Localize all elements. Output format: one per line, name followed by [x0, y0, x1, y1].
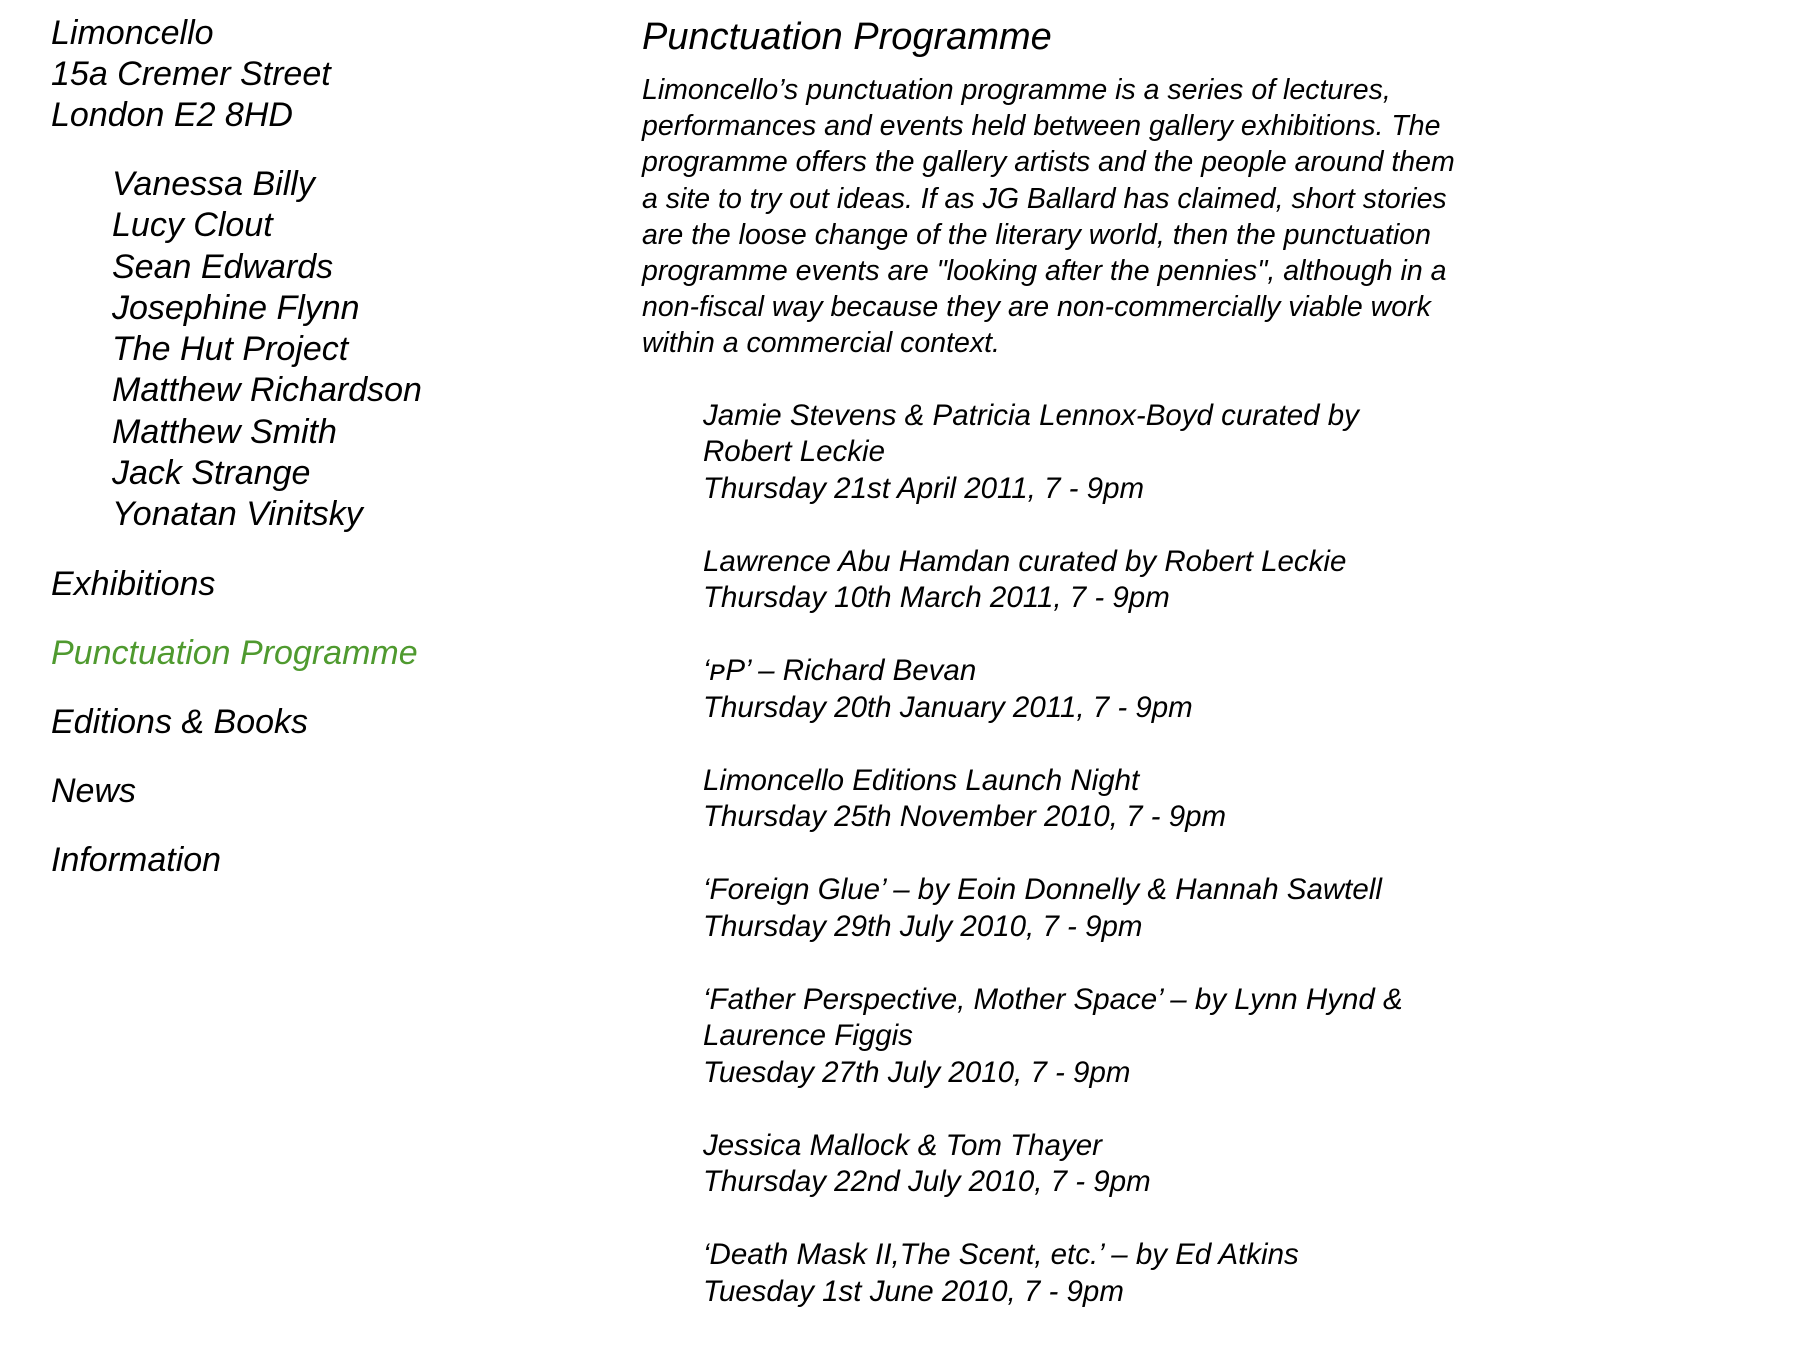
nav-editions-books[interactable]: Editions & Books [51, 702, 309, 741]
event-item [703, 982, 1443, 1092]
event-date: Tuesday 1st June 2010, 7 - 9pm [703, 1274, 1124, 1308]
main-content [642, 14, 1462, 1347]
address-street: 15a Cremer Street [51, 55, 331, 93]
event-list [642, 398, 1462, 1311]
event-item [703, 1128, 1443, 1201]
gallery-name: Limoncello [51, 14, 214, 52]
event-item [703, 544, 1443, 617]
artist-link[interactable]: Vanessa Billy [112, 165, 315, 203]
programme-intro: Limoncello’s punctuation programme is a series of lectures, performances and events held between gallery exhibitions. The programme offers the gallery artists and the people around them a site to try out ideas. If as JG Ballard has claimed, short stories are the loose change of the literary world, then the punctuation programme events are "looking after the pennies", although in a non-fiscal way because they are non-commercially viable work within a commercial context. [642, 74, 1455, 360]
event-title: ‘Foreign Glue’ – by Eoin Donnelly & Hannah Sawtell [703, 873, 1382, 907]
artist-link[interactable]: Matthew Smith [112, 412, 337, 451]
event-title: Limoncello Editions Launch Night [703, 763, 1140, 797]
event-date: Tuesday 27th July 2010, 7 - 9pm [703, 1055, 1131, 1089]
event-item [703, 653, 1443, 726]
artist-link[interactable]: Josephine Flynn [112, 288, 360, 327]
page-title: Punctuation Programme [642, 16, 1052, 58]
event-item [703, 872, 1443, 945]
event-title: ‘Father Perspective, Mother Space’ – by Lynn Hynd & Laurence Figgis [703, 982, 1403, 1053]
artist-list [51, 164, 611, 536]
gallery-address [51, 13, 611, 136]
artist-link[interactable]: Sean Edwards [112, 247, 334, 286]
event-date: Thursday 22nd July 2010, 7 - 9pm [703, 1165, 1151, 1199]
nav-news[interactable]: News [51, 771, 137, 810]
event-title: ‘Death Mask II,The Scent, etc.’ – by Ed Atkins [703, 1238, 1299, 1272]
artist-link[interactable]: Lucy Clout [112, 206, 273, 245]
address-city: London E2 8HD [51, 96, 293, 134]
nav-exhibitions[interactable]: Exhibitions [51, 564, 216, 603]
event-item [703, 763, 1443, 836]
event-date: Thursday 10th March 2011, 7 - 9pm [703, 581, 1170, 615]
event-item [703, 1237, 1443, 1310]
artist-link[interactable]: Yonatan Vinitsky [112, 495, 363, 534]
artist-link[interactable]: Matthew Richardson [112, 371, 422, 410]
event-title: ‘ᴘP’ – Richard Bevan [703, 654, 977, 688]
nav-punctuation-programme[interactable]: Punctuation Programme [51, 633, 418, 672]
event-item [703, 398, 1443, 508]
event-title: Jamie Stevens & Patricia Lennox-Boyd curated by Robert Leckie [703, 398, 1359, 469]
event-date: Thursday 21st April 2011, 7 - 9pm [703, 471, 1145, 505]
nav-information[interactable]: Information [51, 840, 222, 879]
main-nav [51, 564, 611, 881]
artist-link[interactable]: Jack Strange [112, 454, 311, 493]
event-title: Lawrence Abu Hamdan curated by Robert Leckie [703, 544, 1347, 578]
sidebar [51, 13, 611, 909]
event-date: Thursday 29th July 2010, 7 - 9pm [703, 909, 1143, 943]
event-title: Jessica Mallock & Tom Thayer [703, 1128, 1102, 1162]
event-date: Thursday 20th January 2011, 7 - 9pm [703, 690, 1193, 724]
artist-link[interactable]: The Hut Project [112, 330, 349, 369]
event-date: Thursday 25th November 2010, 7 - 9pm [703, 800, 1227, 834]
